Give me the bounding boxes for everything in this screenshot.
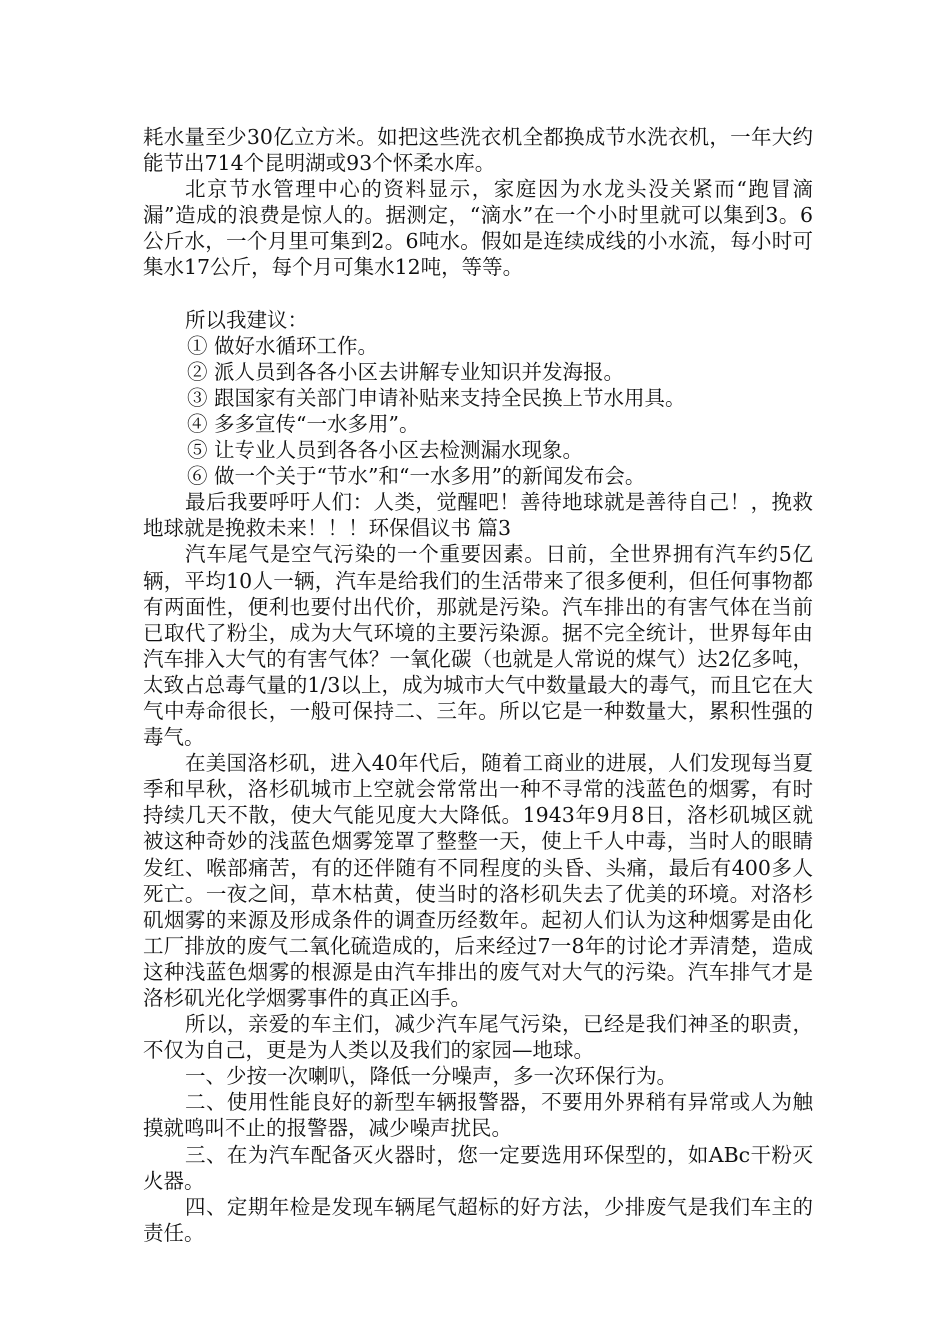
paragraph-water-consumption: 耗水量至少30亿立方米。如把这些洗衣机全都换成节水洗衣机，一年大约能节出714个昆明湖或93个怀柔水库。 <box>143 125 813 176</box>
paragraph-point-4: 四、定期年检是发现车辆尾气超标的好方法，少排废气是我们车主的责任。 <box>143 1194 813 1245</box>
paragraph-car-owners: 所以，亲爱的车主们，减少汽车尾气污染，已经是我们神圣的职责，不仅为自己，更是为人类以及我们的家园—地球。 <box>143 1012 813 1063</box>
suggestion-item-3: ③ 跟国家有关部门申请补贴来支持全民换上节水用具。 <box>187 385 686 410</box>
paragraph-suggestion-intro: 所以我建议： <box>185 307 308 332</box>
paragraph-gap <box>143 281 813 307</box>
suggestion-item-2: ② 派人员到各各小区去讲解专业知识并发海报。 <box>187 359 625 384</box>
suggestion-item-5: ⑤ 让专业人员到各各小区去检测漏水现象。 <box>187 438 584 463</box>
paragraph-point-2: 二、使用性能良好的新型车辆报警器，不要用外界稍有异常或人为触摸就鸣叫不止的报警器，减少噪声扰民。 <box>143 1090 813 1141</box>
paragraph-vehicle-exhaust: 汽车尾气是空气污染的一个重要因素。日前，全世界拥有汽车约5亿辆，平均10人一辆，汽车是给我们的生活带来了很多便利，但任何事物都有两面性，便利也要付出代价，那就是污染。汽车排出的有害气体在当前已取代了粉尘，成为大气环境的主要污染源。据不完全统计，世界每年由汽车排入大气的有害气体？一氧化碳（也就是人常说的煤气）达2亿多吨，太致占总毒气量的1/3以上，成为城市大气中数量最大的毒气，而且它在大气中寿命很长，一般可保持二、三年。所以它是一种数量大，累积性强的毒气。 <box>143 542 813 750</box>
paragraph-point-1: 一、少按一次喇叭，降低一分噪声，多一次环保行为。 <box>185 1064 677 1089</box>
paragraph-dripping-faucet: 北京节水管理中心的资料显示，家庭因为水龙头没关紧而“跑冒滴漏”造成的浪费是惊人的。据测定，“滴水”在一个小时里就可以集到3。6公斤水，一个月里可集到2。6吨水。假如是连续成线的小水流，每小时可集水17公斤，每个月可集水12吨，等等。 <box>143 177 813 280</box>
paragraph-call-to-action: 最后我要呼吁人们：人类，觉醒吧！善待地球就是善待自己！，挽救地球就是挽救未来！！！环保倡议书 篇3 <box>143 490 813 541</box>
suggestion-item-6: ⑥ 做一个关于“节水”和“一水多用”的新闻发布会。 <box>187 464 646 489</box>
paragraph-point-3: 三、在为汽车配备灭火器时，您一定要选用环保型的，如ABc干粉灭火器。 <box>143 1142 813 1193</box>
suggestion-item-4: ④ 多多宣传“一水多用”。 <box>187 411 420 436</box>
document-page <box>143 124 813 1246</box>
suggestion-item-1: ① 做好水循环工作。 <box>187 333 379 358</box>
paragraph-los-angeles-smog: 在美国洛杉矶，进入40年代后，随着工商业的进展，人们发现每当夏季和早秋，洛杉矶城市上空就会常常出一种不寻常的浅蓝色的烟雾，有时持续几天不散，使大气能见度大大降低。1943年9月8日，洛杉矶城区就被这种奇妙的浅蓝色烟雾笼罩了整整一天，使上千人中毒，当时人的眼睛发红、喉部痛苦，有的还伴随有不同程度的头昏、头痛，最后有400多人死亡。一夜之间，草木枯黄，使当时的洛杉矶失去了优美的环境。对洛杉矶烟雾的来源及形成条件的调查历经数年。起初人们认为这种烟雾是由化工厂排放的废气二氧化硫造成的，后来经过7一8年的讨论才弄清楚，造成这种浅蓝色烟雾的根源是由汽车排出的废气对大气的污染。汽车排气才是洛杉矶光化学烟雾事件的真正凶手。 <box>143 751 813 1010</box>
